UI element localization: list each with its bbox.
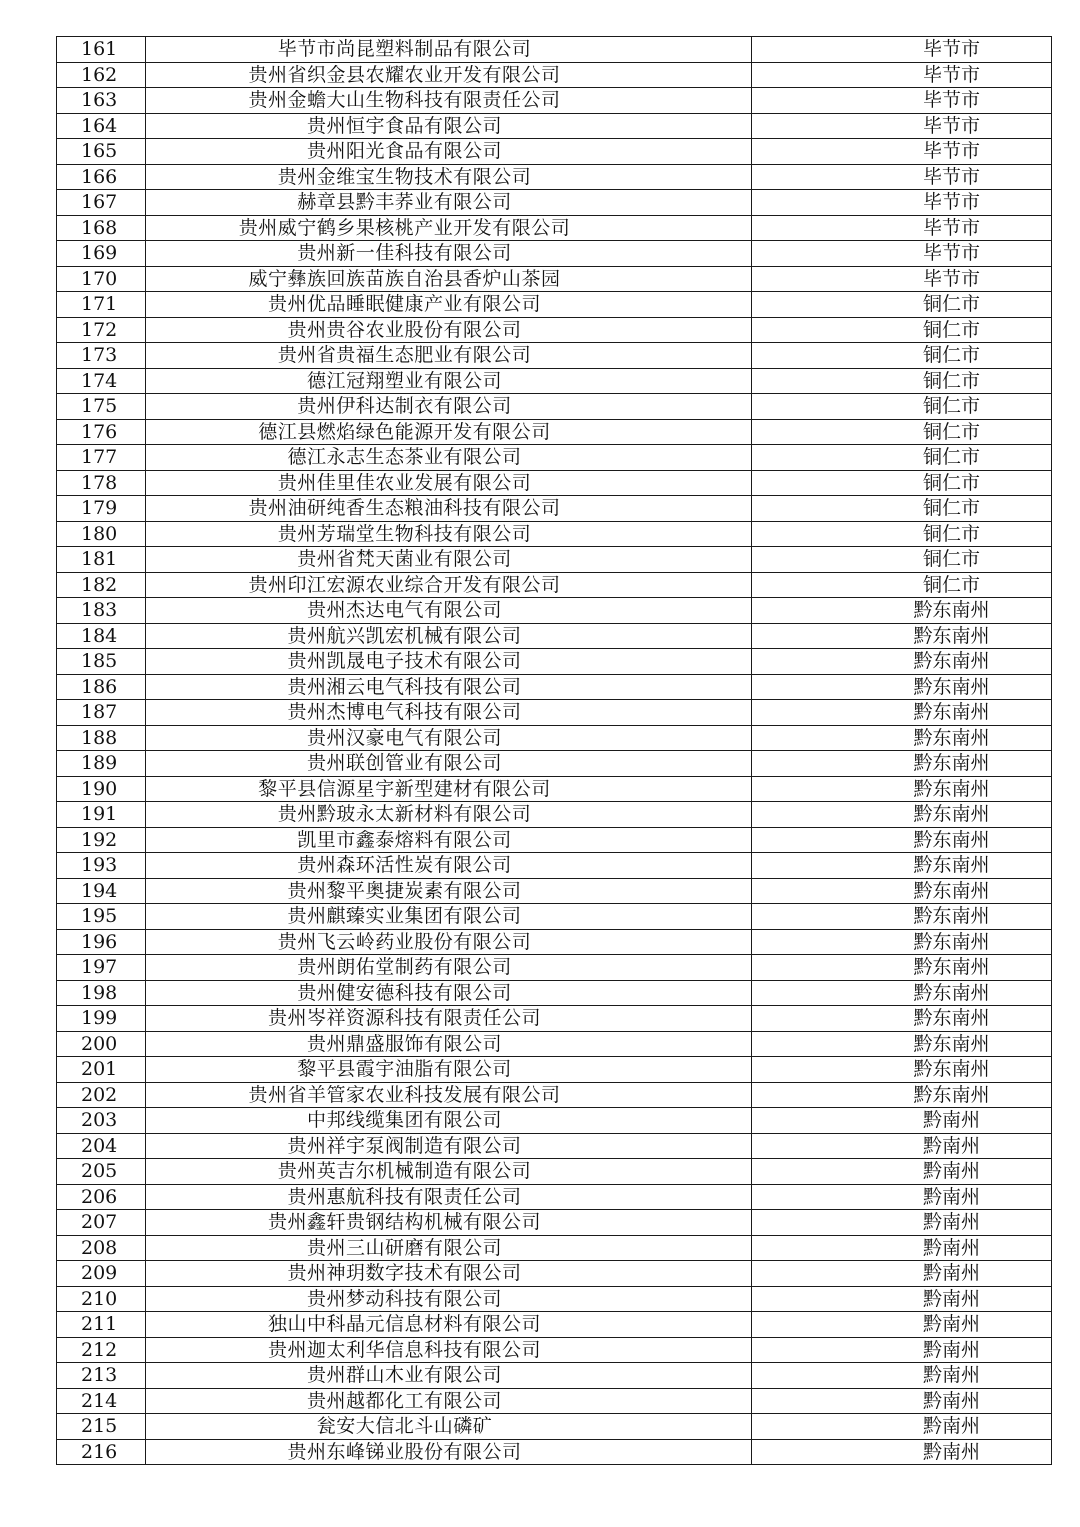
region-cell: 黔东南州 — [752, 1082, 1052, 1108]
row-number-cell: 197 — [57, 955, 146, 981]
company-name-cell: 贵州群山木业有限公司 — [146, 1363, 752, 1389]
table-row — [57, 190, 1052, 216]
row-number-cell: 174 — [57, 368, 146, 394]
table-row — [57, 776, 1052, 802]
row-number-cell: 212 — [57, 1337, 146, 1363]
table-row — [57, 521, 1052, 547]
region-cell: 黔南州 — [752, 1312, 1052, 1338]
region-cell: 铜仁市 — [752, 292, 1052, 318]
table-row — [57, 1006, 1052, 1032]
row-number-cell: 198 — [57, 980, 146, 1006]
region-cell: 铜仁市 — [752, 394, 1052, 420]
row-number-cell: 196 — [57, 929, 146, 955]
region-cell: 黔东南州 — [752, 598, 1052, 624]
company-name-cell: 贵州杰达电气有限公司 — [146, 598, 752, 624]
row-number-cell: 202 — [57, 1082, 146, 1108]
table-row — [57, 623, 1052, 649]
company-name-cell: 贵州恒宇食品有限公司 — [146, 113, 752, 139]
table-row — [57, 317, 1052, 343]
company-name-cell: 贵州黎平奥捷炭素有限公司 — [146, 878, 752, 904]
row-number-cell: 178 — [57, 470, 146, 496]
company-name-cell: 贵州优品睡眠健康产业有限公司 — [146, 292, 752, 318]
row-number-cell: 170 — [57, 266, 146, 292]
row-number-cell: 181 — [57, 547, 146, 573]
row-number-cell: 179 — [57, 496, 146, 522]
table-row — [57, 1108, 1052, 1134]
company-name-cell: 贵州东峰锑业股份有限公司 — [146, 1439, 752, 1465]
row-number-cell: 182 — [57, 572, 146, 598]
region-cell: 毕节市 — [752, 139, 1052, 165]
company-name-cell: 贵州健安德科技有限公司 — [146, 980, 752, 1006]
row-number-cell: 210 — [57, 1286, 146, 1312]
region-cell: 黔东南州 — [752, 878, 1052, 904]
row-number-cell: 173 — [57, 343, 146, 369]
region-cell: 黔东南州 — [752, 649, 1052, 675]
table-row — [57, 904, 1052, 930]
table-row — [57, 547, 1052, 573]
table-row — [57, 598, 1052, 624]
table-row — [57, 1133, 1052, 1159]
region-cell: 黔东南州 — [752, 955, 1052, 981]
company-name-cell: 贵州祥宇泵阀制造有限公司 — [146, 1133, 752, 1159]
table-row — [57, 1235, 1052, 1261]
table-row — [57, 1184, 1052, 1210]
row-number-cell: 200 — [57, 1031, 146, 1057]
company-name-cell: 瓮安大信北斗山磷矿 — [146, 1414, 752, 1440]
company-name-cell: 贵州凯晟电子技术有限公司 — [146, 649, 752, 675]
company-name-cell: 凯里市鑫泰熔料有限公司 — [146, 827, 752, 853]
company-name-cell: 贵州杰博电气科技有限公司 — [146, 700, 752, 726]
row-number-cell: 184 — [57, 623, 146, 649]
table-row — [57, 343, 1052, 369]
table-row — [57, 394, 1052, 420]
company-name-cell: 德江县燃焰绿色能源开发有限公司 — [146, 419, 752, 445]
company-name-cell: 威宁彝族回族苗族自治县香炉山茶园 — [146, 266, 752, 292]
company-name-cell: 贵州佳里佳农业发展有限公司 — [146, 470, 752, 496]
company-name-cell: 贵州岑祥资源科技有限责任公司 — [146, 1006, 752, 1032]
company-name-cell: 德江冠翔塑业有限公司 — [146, 368, 752, 394]
table-row — [57, 1057, 1052, 1083]
table-row — [57, 139, 1052, 165]
company-name-cell: 贵州湘云电气科技有限公司 — [146, 674, 752, 700]
table-row — [57, 1388, 1052, 1414]
table-row — [57, 1363, 1052, 1389]
region-cell: 毕节市 — [752, 266, 1052, 292]
row-number-cell: 194 — [57, 878, 146, 904]
row-number-cell: 205 — [57, 1159, 146, 1185]
company-name-cell: 贵州英吉尔机械制造有限公司 — [146, 1159, 752, 1185]
company-name-cell: 贵州朗佑堂制药有限公司 — [146, 955, 752, 981]
table-row — [57, 827, 1052, 853]
company-name-cell: 贵州麒臻实业集团有限公司 — [146, 904, 752, 930]
table-row — [57, 1439, 1052, 1465]
region-cell: 黔东南州 — [752, 1006, 1052, 1032]
table-row — [57, 649, 1052, 675]
row-number-cell: 172 — [57, 317, 146, 343]
table-row — [57, 215, 1052, 241]
row-number-cell: 189 — [57, 751, 146, 777]
company-name-cell: 独山中科晶元信息材料有限公司 — [146, 1312, 752, 1338]
row-number-cell: 163 — [57, 88, 146, 114]
region-cell: 黔东南州 — [752, 725, 1052, 751]
company-name-cell: 贵州省贵福生态肥业有限公司 — [146, 343, 752, 369]
company-name-cell: 贵州省羊管家农业科技发展有限公司 — [146, 1082, 752, 1108]
region-cell: 黔东南州 — [752, 623, 1052, 649]
row-number-cell: 186 — [57, 674, 146, 700]
row-number-cell: 209 — [57, 1261, 146, 1287]
region-cell: 铜仁市 — [752, 368, 1052, 394]
row-number-cell: 214 — [57, 1388, 146, 1414]
region-cell: 黔南州 — [752, 1439, 1052, 1465]
company-name-cell: 贵州金蟾大山生物科技有限责任公司 — [146, 88, 752, 114]
company-name-cell: 贵州森环活性炭有限公司 — [146, 853, 752, 879]
table-row — [57, 1286, 1052, 1312]
region-cell: 黔南州 — [752, 1363, 1052, 1389]
row-number-cell: 203 — [57, 1108, 146, 1134]
row-number-cell: 177 — [57, 445, 146, 471]
region-cell: 黔东南州 — [752, 674, 1052, 700]
row-number-cell: 204 — [57, 1133, 146, 1159]
row-number-cell: 176 — [57, 419, 146, 445]
company-name-cell: 贵州迦太利华信息科技有限公司 — [146, 1337, 752, 1363]
region-cell: 黔南州 — [752, 1337, 1052, 1363]
row-number-cell: 164 — [57, 113, 146, 139]
region-cell: 毕节市 — [752, 113, 1052, 139]
row-number-cell: 169 — [57, 241, 146, 267]
company-name-cell: 贵州惠航科技有限责任公司 — [146, 1184, 752, 1210]
company-name-cell: 贵州汉豪电气有限公司 — [146, 725, 752, 751]
row-number-cell: 207 — [57, 1210, 146, 1236]
table-row — [57, 292, 1052, 318]
row-number-cell: 165 — [57, 139, 146, 165]
table-row — [57, 674, 1052, 700]
table-row — [57, 445, 1052, 471]
region-cell: 黔东南州 — [752, 776, 1052, 802]
company-name-cell: 贵州黔玻永太新材料有限公司 — [146, 802, 752, 828]
table-row — [57, 496, 1052, 522]
company-name-cell: 赫章县黔丰荞业有限公司 — [146, 190, 752, 216]
region-cell: 铜仁市 — [752, 572, 1052, 598]
table-row — [57, 419, 1052, 445]
row-number-cell: 171 — [57, 292, 146, 318]
table-row — [57, 802, 1052, 828]
row-number-cell: 215 — [57, 1414, 146, 1440]
company-name-cell: 贵州鑫轩贵钢结构机械有限公司 — [146, 1210, 752, 1236]
table-row — [57, 572, 1052, 598]
region-cell: 毕节市 — [752, 215, 1052, 241]
table-row — [57, 368, 1052, 394]
region-cell: 毕节市 — [752, 190, 1052, 216]
region-cell: 黔南州 — [752, 1133, 1052, 1159]
row-number-cell: 208 — [57, 1235, 146, 1261]
table-row — [57, 929, 1052, 955]
company-name-cell: 贵州省织金县农耀农业开发有限公司 — [146, 62, 752, 88]
company-name-cell: 贵州伊科达制衣有限公司 — [146, 394, 752, 420]
region-cell: 铜仁市 — [752, 470, 1052, 496]
company-name-cell: 贵州新一佳科技有限公司 — [146, 241, 752, 267]
company-name-cell: 贵州神玥数字技术有限公司 — [146, 1261, 752, 1287]
table-row — [57, 37, 1052, 63]
table-row — [57, 1414, 1052, 1440]
table-row — [57, 1337, 1052, 1363]
company-name-cell: 贵州航兴凯宏机械有限公司 — [146, 623, 752, 649]
table-row — [57, 1082, 1052, 1108]
region-cell: 黔南州 — [752, 1286, 1052, 1312]
row-number-cell: 193 — [57, 853, 146, 879]
region-cell: 黔东南州 — [752, 751, 1052, 777]
company-name-cell: 中邦线缆集团有限公司 — [146, 1108, 752, 1134]
row-number-cell: 187 — [57, 700, 146, 726]
region-cell: 毕节市 — [752, 241, 1052, 267]
table-row — [57, 470, 1052, 496]
table-row — [57, 751, 1052, 777]
region-cell: 黔南州 — [752, 1261, 1052, 1287]
table-body — [57, 37, 1052, 1465]
table-row — [57, 725, 1052, 751]
region-cell: 铜仁市 — [752, 496, 1052, 522]
region-cell: 黔东南州 — [752, 827, 1052, 853]
table-row — [57, 266, 1052, 292]
table-row — [57, 113, 1052, 139]
region-cell: 铜仁市 — [752, 317, 1052, 343]
company-name-cell: 贵州三山研磨有限公司 — [146, 1235, 752, 1261]
row-number-cell: 166 — [57, 164, 146, 190]
row-number-cell: 180 — [57, 521, 146, 547]
row-number-cell: 192 — [57, 827, 146, 853]
region-cell: 黔南州 — [752, 1159, 1052, 1185]
region-cell: 铜仁市 — [752, 343, 1052, 369]
region-cell: 黔东南州 — [752, 929, 1052, 955]
company-name-cell: 贵州飞云岭药业股份有限公司 — [146, 929, 752, 955]
table-row — [57, 241, 1052, 267]
company-name-cell: 贵州印江宏源农业综合开发有限公司 — [146, 572, 752, 598]
region-cell: 黔南州 — [752, 1414, 1052, 1440]
row-number-cell: 161 — [57, 37, 146, 63]
company-name-cell: 贵州越都化工有限公司 — [146, 1388, 752, 1414]
region-cell: 黔东南州 — [752, 1031, 1052, 1057]
region-cell: 铜仁市 — [752, 521, 1052, 547]
company-name-cell: 贵州联创管业有限公司 — [146, 751, 752, 777]
table-row — [57, 1159, 1052, 1185]
region-cell: 毕节市 — [752, 164, 1052, 190]
region-cell: 铜仁市 — [752, 419, 1052, 445]
company-name-cell: 黎平县霞宇油脂有限公司 — [146, 1057, 752, 1083]
region-cell: 毕节市 — [752, 37, 1052, 63]
region-cell: 黔南州 — [752, 1210, 1052, 1236]
row-number-cell: 206 — [57, 1184, 146, 1210]
row-number-cell: 185 — [57, 649, 146, 675]
table-row — [57, 980, 1052, 1006]
row-number-cell: 175 — [57, 394, 146, 420]
row-number-cell: 162 — [57, 62, 146, 88]
table-row — [57, 1312, 1052, 1338]
region-cell: 毕节市 — [752, 88, 1052, 114]
region-cell: 黔东南州 — [752, 853, 1052, 879]
company-name-cell: 毕节市尚昆塑料制品有限公司 — [146, 37, 752, 63]
row-number-cell: 201 — [57, 1057, 146, 1083]
region-cell: 黔东南州 — [752, 802, 1052, 828]
table-row — [57, 700, 1052, 726]
region-cell: 黔南州 — [752, 1235, 1052, 1261]
company-name-cell: 贵州贵谷农业股份有限公司 — [146, 317, 752, 343]
row-number-cell: 195 — [57, 904, 146, 930]
enterprise-list-table — [56, 36, 1052, 1465]
table-row — [57, 878, 1052, 904]
company-name-cell: 贵州省梵天菌业有限公司 — [146, 547, 752, 573]
region-cell: 毕节市 — [752, 62, 1052, 88]
table-row — [57, 62, 1052, 88]
table-row — [57, 1031, 1052, 1057]
company-name-cell: 贵州金维宝生物技术有限公司 — [146, 164, 752, 190]
company-name-cell: 贵州阳光食品有限公司 — [146, 139, 752, 165]
row-number-cell: 191 — [57, 802, 146, 828]
row-number-cell: 168 — [57, 215, 146, 241]
region-cell: 黔南州 — [752, 1388, 1052, 1414]
company-name-cell: 贵州油研纯香生态粮油科技有限公司 — [146, 496, 752, 522]
company-name-cell: 贵州威宁鹤乡果核桃产业开发有限公司 — [146, 215, 752, 241]
row-number-cell: 199 — [57, 1006, 146, 1032]
region-cell: 黔东南州 — [752, 904, 1052, 930]
table-row — [57, 88, 1052, 114]
row-number-cell: 211 — [57, 1312, 146, 1338]
row-number-cell: 216 — [57, 1439, 146, 1465]
row-number-cell: 167 — [57, 190, 146, 216]
region-cell: 黔东南州 — [752, 700, 1052, 726]
region-cell: 铜仁市 — [752, 547, 1052, 573]
row-number-cell: 190 — [57, 776, 146, 802]
table-row — [57, 1210, 1052, 1236]
table-row — [57, 853, 1052, 879]
company-name-cell: 贵州芳瑞堂生物科技有限公司 — [146, 521, 752, 547]
table-row — [57, 1261, 1052, 1287]
company-name-cell: 贵州鼎盛服饰有限公司 — [146, 1031, 752, 1057]
table-row — [57, 955, 1052, 981]
region-cell: 黔南州 — [752, 1184, 1052, 1210]
region-cell: 黔东南州 — [752, 980, 1052, 1006]
region-cell: 黔东南州 — [752, 1057, 1052, 1083]
company-name-cell: 贵州梦动科技有限公司 — [146, 1286, 752, 1312]
row-number-cell: 188 — [57, 725, 146, 751]
region-cell: 铜仁市 — [752, 445, 1052, 471]
row-number-cell: 183 — [57, 598, 146, 624]
table-row — [57, 164, 1052, 190]
company-name-cell: 黎平县信源星宇新型建材有限公司 — [146, 776, 752, 802]
row-number-cell: 213 — [57, 1363, 146, 1389]
region-cell: 黔南州 — [752, 1108, 1052, 1134]
company-name-cell: 德江永志生态茶业有限公司 — [146, 445, 752, 471]
